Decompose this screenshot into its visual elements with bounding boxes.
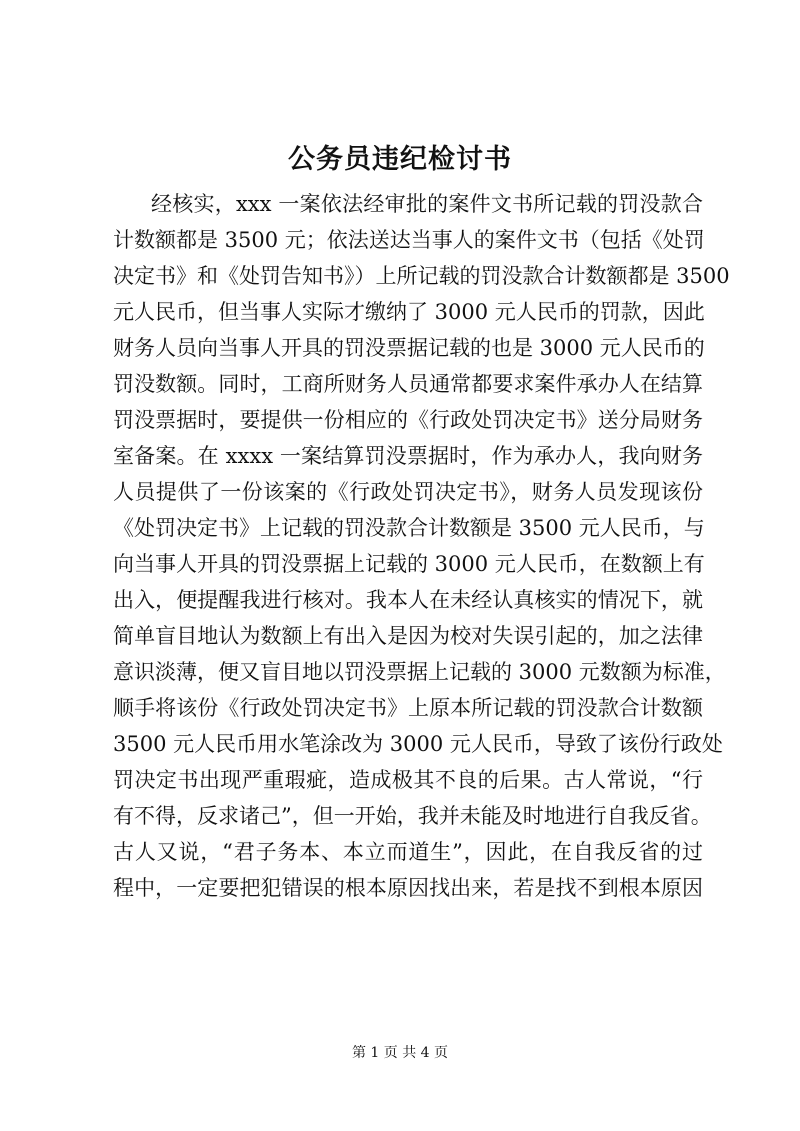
body-line: 财务人员向当事人开具的罚没票据记载的也是 3000 元人民币的 (113, 336, 705, 360)
body-line: 简单盲目地认为数额上有出入是因为校对失误引起的，加之法律 (113, 624, 703, 648)
document-title: 公务员违纪检讨书 (288, 144, 512, 175)
body-line: 罚没数额。同时，工商所财务人员通常都要求案件承办人在结算 (113, 372, 703, 396)
body-line: 有不得，反求诸己”，但一开始，我并未能及时地进行自我反省。 (113, 804, 712, 828)
body-line: 程中，一定要把犯错误的根本原因找出来，若是找不到根本原因 (113, 876, 703, 900)
body-line: 罚决定书出现严重瑕疵，造成极其不良的后果。古人常说，“行 (113, 768, 703, 792)
body-line: 元人民币，但当事人实际才缴纳了 3000 元人民币的罚款，因此 (113, 300, 705, 324)
body-line: 计数额都是 3500 元；依法送达当事人的案件文书（包括《处罚 (113, 228, 705, 252)
body-line: 古人又说，“君子务本、本立而道生”，因此，在自我反省的过 (113, 840, 703, 864)
body-line: 人员提供了一份该案的《行政处罚决定书》，财务人员发现该份 (113, 480, 703, 504)
body-line: 罚没票据时，要提供一份相应的《行政处罚决定书》送分局财务 (113, 408, 703, 432)
body-line: 出入，便提醒我进行核对。我本人在未经认真核实的情况下，就 (113, 588, 703, 612)
body-line: 室备案。在 xxxx 一案结算罚没票据时，作为承办人，我向财务 (113, 444, 703, 468)
body-line: 《处罚决定书》上记载的罚没款合计数额是 3500 元人民币，与 (113, 516, 705, 540)
body-line: 决定书》和《处罚告知书》）上所记载的罚没款合计数额都是 3500 (113, 264, 730, 288)
page-number-footer: 第 1 页 共 4 页 (351, 1045, 449, 1061)
body-line: 经核实，xxx 一案依法经审批的案件文书所记载的罚没款合 (151, 192, 703, 216)
body-line: 3500 元人民币用水笔涂改为 3000 元人民币，导致了该份行政处 (113, 732, 723, 756)
body-line: 顺手将该份《行政处罚决定书》上原本所记载的罚没款合计数额 (113, 696, 703, 720)
body-line: 向当事人开具的罚没票据上记载的 3000 元人民币，在数额上有 (113, 552, 705, 576)
body-line: 意识淡薄，便又盲目地以罚没票据上记载的 3000 元数额为标准， (113, 660, 726, 684)
